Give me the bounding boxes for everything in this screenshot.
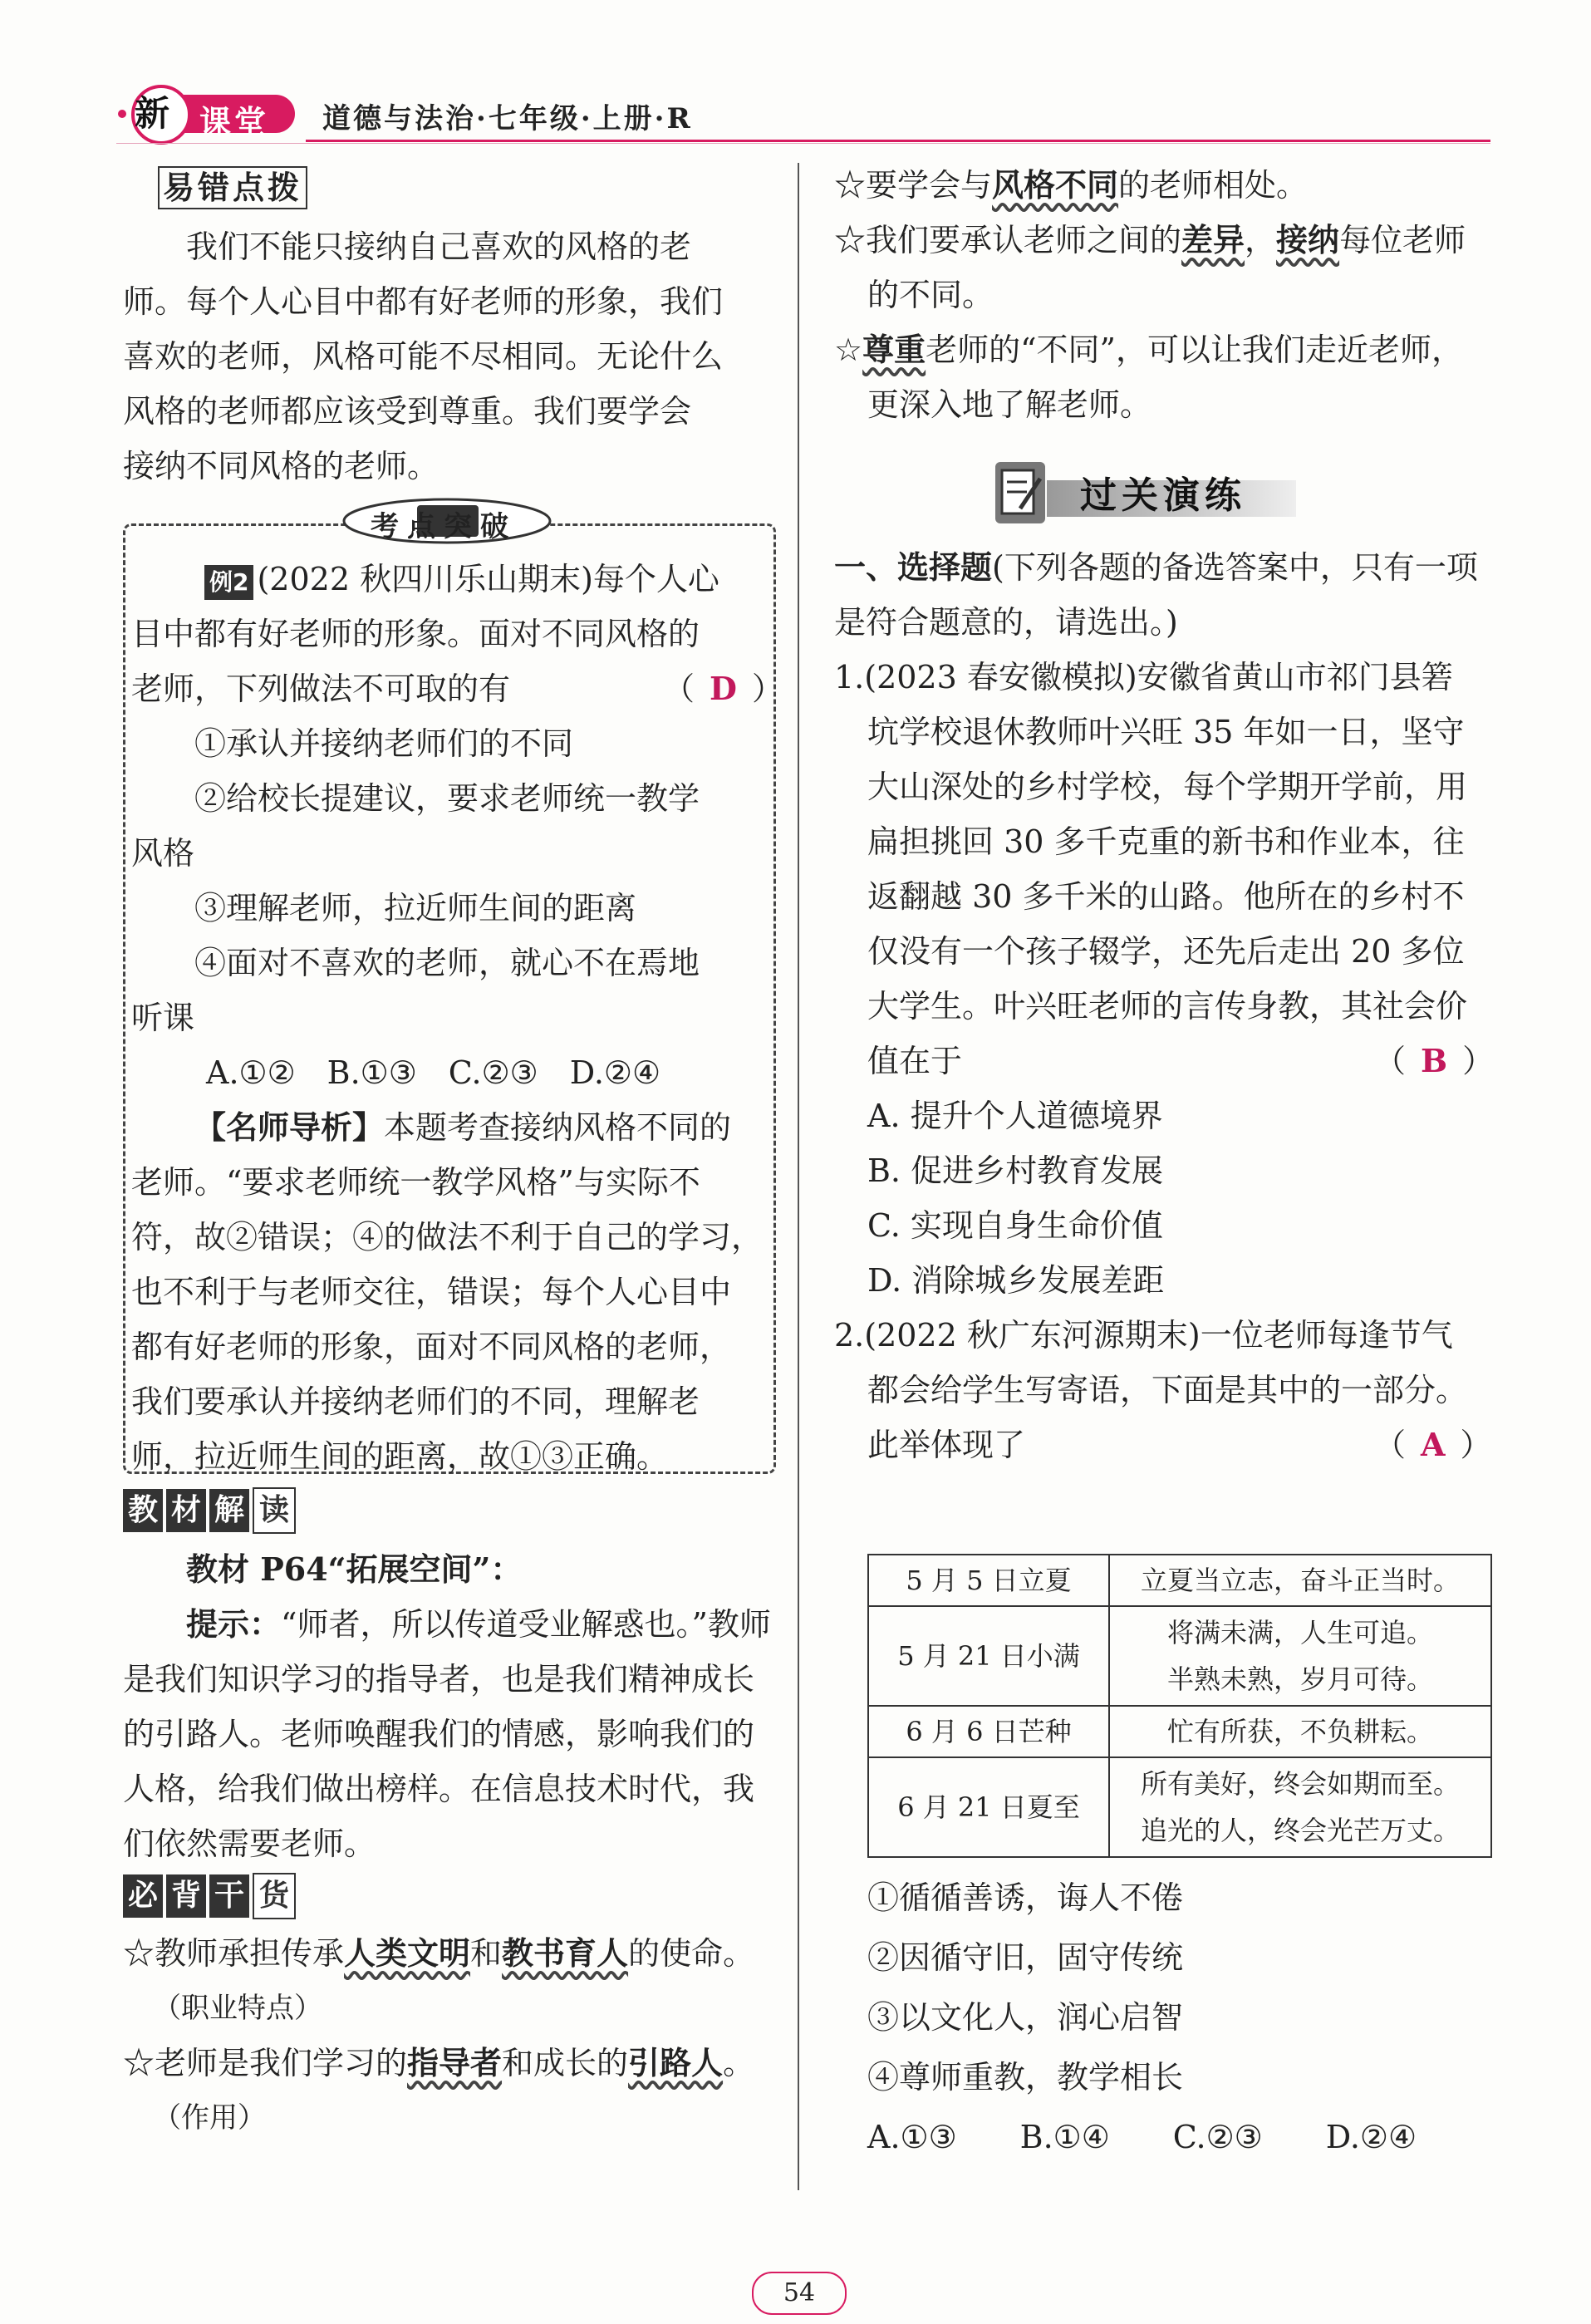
right-summary — [834, 158, 1499, 432]
q1-option: B. 促进乡村教育发展 — [867, 1152, 1164, 1189]
summary-part: 老师的“不同”，可以让我们走近老师， — [926, 332, 1463, 368]
q2-choices: A.①③ B.①④ C.②③ D.②④ — [867, 2119, 1417, 2155]
q2-option: ④尊师重教，教学相长 — [867, 2059, 1184, 2096]
table-cell-text: 立夏当立志，奋斗正当时。 — [1109, 1555, 1491, 1606]
hint-line: “师者，所以传道受业解惑也。”教师 — [281, 1606, 771, 1643]
header-title: 道德与法治·七年级·上册·R — [322, 102, 693, 135]
yicuo-line: 师。每个人心目中都有好老师的形象，我们 — [123, 283, 724, 320]
analysis-label: 【名师导析】 — [194, 1108, 385, 1146]
table-cell-date: 6 月 21 日夏至 — [868, 1757, 1109, 1857]
yicuo-title — [158, 166, 307, 209]
keyword: 教书育人 — [502, 1934, 629, 1972]
option-line: 风格 — [131, 835, 195, 872]
example-block — [131, 552, 783, 1484]
q1-option: A. 提升个人道德境界 — [867, 1098, 1163, 1134]
example-line: (2022 秋四川乐山期末)每个人心 — [257, 561, 719, 597]
bibei-note: （职业特点） — [153, 1992, 322, 2025]
logo-chars: 课堂 — [199, 104, 270, 140]
bibei-tag: 货 — [253, 1873, 296, 1919]
option-line: ①承认并接纳老师们的不同 — [194, 725, 574, 762]
q1-line: 坑学校退休教师叶兴旺 35 年如一日，坚守 — [867, 714, 1465, 750]
example-tag: 例2 — [204, 565, 253, 600]
summary-part: 的不同。 — [867, 277, 994, 313]
jiaocai-tag: 教 — [123, 1489, 163, 1532]
table-row — [868, 1555, 1491, 1606]
example-answer: D — [710, 670, 737, 707]
option-line: ②给校长提建议，要求老师统一教学 — [194, 780, 700, 817]
summary-part: 的老师相处。 — [1118, 167, 1309, 204]
bibei-text-part: 和成长的 — [502, 2045, 629, 2081]
analysis-line: 本题考查接纳风格不同的 — [384, 1109, 732, 1146]
yicuo-line: 我们不能只接纳自己喜欢的风格的老 — [186, 228, 692, 265]
q2-option: ③以文化人，润心启智 — [867, 1999, 1184, 2036]
table-row — [868, 1706, 1491, 1757]
q2-option: ①循循善诱，诲人不倦 — [867, 1879, 1184, 1916]
table-cell-text: 所有美好，终会如期而至。 — [1140, 1768, 1460, 1800]
q1-line: 仅没有一个孩子辍学，还先后走出 20 多位 — [867, 933, 1465, 970]
q2-line: 此举体现了 — [867, 1427, 1026, 1463]
table-cell-date: 5 月 21 日小满 — [868, 1606, 1109, 1706]
yicuo-text — [123, 219, 771, 494]
jiaocai-text — [123, 1542, 771, 1871]
summary-part: 每位老师 — [1339, 222, 1466, 258]
q2-answer: A — [1421, 1426, 1446, 1463]
analysis-line: 我们要承认并接纳老师们的不同，理解老 — [131, 1383, 700, 1420]
keyword: 接纳 — [1276, 221, 1340, 258]
summary-part: ， — [1245, 222, 1277, 258]
keyword: 引路人 — [628, 2044, 724, 2081]
bibei-note: （作用） — [153, 2101, 266, 2135]
bibei-text-part: ☆教师承担传承 — [123, 1935, 345, 1972]
table-row — [868, 1606, 1491, 1706]
header-rule — [306, 140, 1490, 142]
keyword: 尊重 — [862, 331, 926, 368]
q1-line: 大学生。叶兴旺老师的言传身教，其社会价 — [867, 988, 1468, 1024]
q2-line: 2.(2022 秋广东河源期末)一位老师每逢节气 — [834, 1317, 1453, 1354]
bibei-text-part: 。 — [723, 2045, 755, 2081]
q1-line: 值在于 — [867, 1043, 963, 1079]
bibei-tag: 干 — [209, 1874, 249, 1918]
table-row — [868, 1757, 1491, 1857]
jiaocai-tag: 材 — [166, 1489, 206, 1532]
pencil-note-icon — [995, 462, 1045, 523]
analysis-line: 符，故②错误；④的做法不利于自己的学习， — [131, 1219, 764, 1255]
analysis-line: 都有好老师的形象，面对不同风格的老师， — [131, 1329, 732, 1365]
keyword: 指导者 — [407, 2044, 503, 2081]
analysis-line: 老师。“要求老师统一教学风格”与实际不 — [131, 1164, 700, 1201]
jiaocai-title: 教材 P64“拓展空间”： — [186, 1550, 523, 1588]
q1-answer: B — [1421, 1042, 1448, 1079]
bibei-text-part: ☆老师是我们学习的 — [123, 2045, 408, 2081]
q1-line: 1.(2023 春安徽模拟)安徽省黄山市祁门县箬 — [834, 659, 1453, 695]
hint-label: 提示： — [186, 1605, 282, 1643]
keyword: 人类文明 — [344, 1934, 471, 1972]
section-desc: (下列各题的备选答案中，只有一项 — [992, 549, 1478, 586]
yicuo-line: 喜欢的老师，风格可能不尽相同。无论什么 — [123, 338, 724, 375]
logo-char-1: 新 — [135, 93, 170, 134]
q1-line: 返翻越 30 多千米的山路。他所在的乡村不 — [867, 878, 1465, 915]
bibei-tag: 背 — [166, 1874, 206, 1918]
bibei-text — [123, 1926, 788, 2145]
hint-line: 人格，给我们做出榜样。在信息技术时代，我 — [123, 1771, 755, 1807]
section-title: 一、选择题 — [834, 548, 993, 586]
summary-part: 更深入地了解老师。 — [867, 386, 1152, 423]
page-number: 54 — [752, 2272, 847, 2315]
hint-line: 的引路人。老师唤醒我们的情感，影响我们的 — [123, 1716, 755, 1752]
example-choices: A.①② B.①③ C.②③ D.②④ — [206, 1054, 661, 1091]
example-answer-bracket: （ D ） — [663, 670, 783, 707]
kaodian-banner — [341, 497, 553, 545]
jiaocai-tag: 解 — [209, 1489, 249, 1532]
section-desc: 是符合题意的，请选出。) — [834, 604, 1178, 641]
guoguan-title: 过关演练 — [1080, 474, 1246, 517]
logo-dot — [118, 110, 126, 118]
exercise-section: 一、选择题(下列各题的备选答案中，只有一项 是符合题意的，请选出。) 1.(2023 春安徽模拟)安徽省黄山市祁门县箬 坑学校退休教师叶兴旺 35 年如一日，坚守 大山深处的乡村学校，每个学期开学前，用 扁担挑回 30 多千克重的新书和作业本，往 返翻越 30 多千米的山路。他所在的乡村不 仅没有一个孩子辍学，还先后走出 20 多位 大学生。叶兴旺老师的言传身教，其社会价 值在于 （ B ） A. 提升个人道德境界 B. 促进乡村教育发展 C. 实现自身生命价值 D. 消除城乡发展差距 2.(2022 秋广东河源期末)一位老师每逢节气 都会给学生写寄语，下面是其中的一部分。 此举体现了 （ A ） — [834, 540, 1499, 1472]
summary-part: ☆我们要承认老师之间的 — [834, 222, 1182, 258]
example-line: 目中都有好老师的形象。面对不同风格的 — [131, 616, 700, 652]
yicuo-label: 易错点拨 — [158, 166, 307, 209]
jiaocai-tag: 读 — [253, 1487, 296, 1534]
bibei-text-part: 和 — [470, 1935, 503, 1972]
jiaocai-header — [123, 1487, 299, 1534]
option-line: ④面对不喜欢的老师，就心不在焉地 — [194, 945, 700, 981]
q2-option: ②因循守旧，固守传统 — [867, 1939, 1184, 1976]
brand-logo — [116, 80, 307, 146]
table-cell-date: 6 月 6 日芒种 — [868, 1706, 1109, 1757]
column-divider — [798, 163, 799, 2190]
table-cell-text: 忙有所获，不负耕耘。 — [1109, 1706, 1491, 1757]
header-rule-thin — [116, 143, 1490, 144]
table-cell-text: 追光的人，终会光芒万丈。 — [1140, 1815, 1460, 1846]
table-cell-text: 将满未满，人生可追。 — [1166, 1617, 1433, 1648]
summary-part: ☆要学会与 — [834, 167, 993, 204]
keyword: 风格不同 — [992, 166, 1119, 204]
summary-part: ☆ — [834, 332, 863, 368]
bibei-tag: 必 — [123, 1874, 163, 1918]
hint-line: 们依然需要老师。 — [123, 1825, 376, 1862]
table-cell-text: 半熟未熟，岁月可待。 — [1166, 1663, 1433, 1695]
table-cell-date: 5 月 5 日立夏 — [868, 1555, 1109, 1606]
q2-line: 都会给学生写寄语，下面是其中的一部分。 — [867, 1372, 1468, 1408]
q1-line: 扁担挑回 30 多千克重的新书和作业本，往 — [867, 823, 1465, 860]
analysis-line: 师，拉近师生间的距离，故①③正确。 — [131, 1438, 669, 1475]
q1-option: D. 消除城乡发展差距 — [867, 1262, 1165, 1299]
q1-option: C. 实现自身生命价值 — [867, 1207, 1163, 1244]
q1-line: 大山深处的乡村学校，每个学期开学前，用 — [867, 769, 1468, 805]
bibei-text-part: 的使命。 — [628, 1935, 755, 1972]
analysis-line: 也不利于与老师交往，错误；每个人心目中 — [131, 1274, 732, 1310]
yicuo-line: 风格的老师都应该受到尊重。我们要学会 — [123, 393, 692, 430]
example-line: 老师，下列做法不可取的有 — [131, 671, 511, 707]
kaodian-title: 考点突破 — [371, 510, 517, 543]
bibei-header — [123, 1873, 299, 1919]
keyword: 差异 — [1181, 221, 1245, 258]
q2-options — [867, 1868, 1499, 2167]
yicuo-line: 接纳不同风格的老师。 — [123, 448, 439, 484]
option-line: 听课 — [131, 1000, 195, 1036]
solar-term-table — [867, 1554, 1492, 1858]
hint-line: 是我们知识学习的指导者，也是我们精神成长 — [123, 1661, 755, 1698]
option-line: ③理解老师，拉近师生间的距离 — [194, 890, 637, 926]
